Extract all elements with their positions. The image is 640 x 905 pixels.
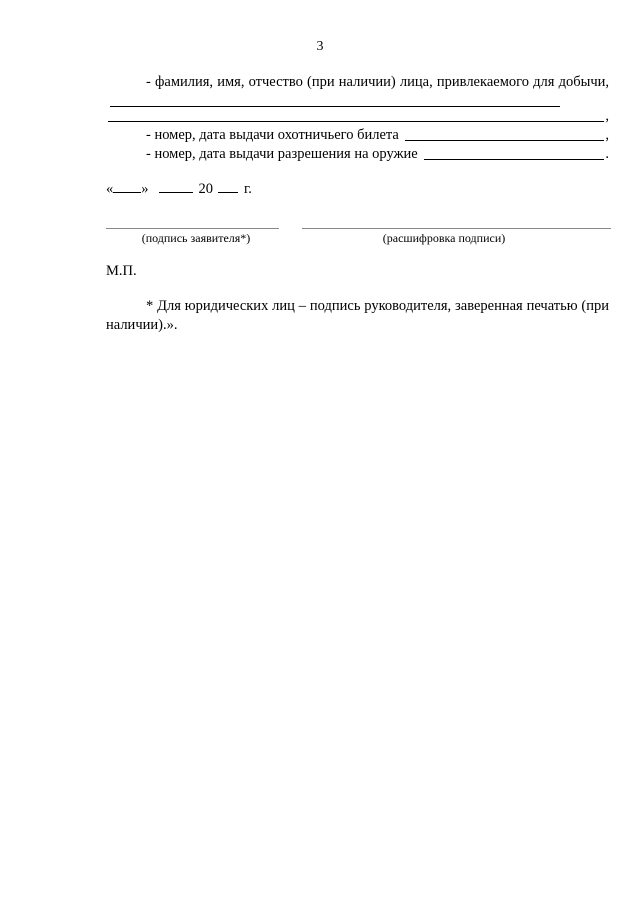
hunting-ticket-fill[interactable] [405,126,605,141]
fio-continuation-fill[interactable] [108,107,604,122]
weapon-permit-field [106,145,609,164]
date-close-quote: » [141,181,149,197]
stamp-place-label: М.П. [106,263,137,279]
weapon-permit-label: - номер, дата выдачи разрешения на оружие [146,146,418,162]
date-open-quote: « [106,181,114,197]
applicant-signature-line[interactable] [106,228,279,229]
fio-fill-line[interactable] [110,92,560,107]
fio-continuation-comma: , [605,108,609,124]
hunting-ticket-label: - номер, дата выдачи охотничьего билета [146,127,399,143]
weapon-permit-end: . [605,146,609,162]
date-day-blank[interactable] [113,178,141,193]
signature-decoding-line[interactable] [302,228,611,229]
applicant-signature-caption: (подпись заявителя*) [141,231,251,245]
date-year-prefix: 20 [198,181,213,197]
date-year-suffix: г. [244,181,252,197]
weapon-permit-fill[interactable] [424,145,605,160]
fio-label: - фамилия, имя, отчество (при наличии) лица, привлекаемого для добычи, [146,74,609,90]
fio-continuation-line [106,107,609,126]
hunting-ticket-end: , [605,127,609,143]
hunting-ticket-field [106,126,609,145]
signature-decoding-caption: (расшифровка подписи) [382,231,506,245]
date-month-blank[interactable] [159,178,193,193]
date-line [106,178,252,197]
footnote: * Для юридических лиц – подпись руководителя, заверенная печатью (при наличии).». [106,298,609,333]
page-number: 3 [316,39,324,54]
date-year-blank[interactable] [218,178,238,193]
